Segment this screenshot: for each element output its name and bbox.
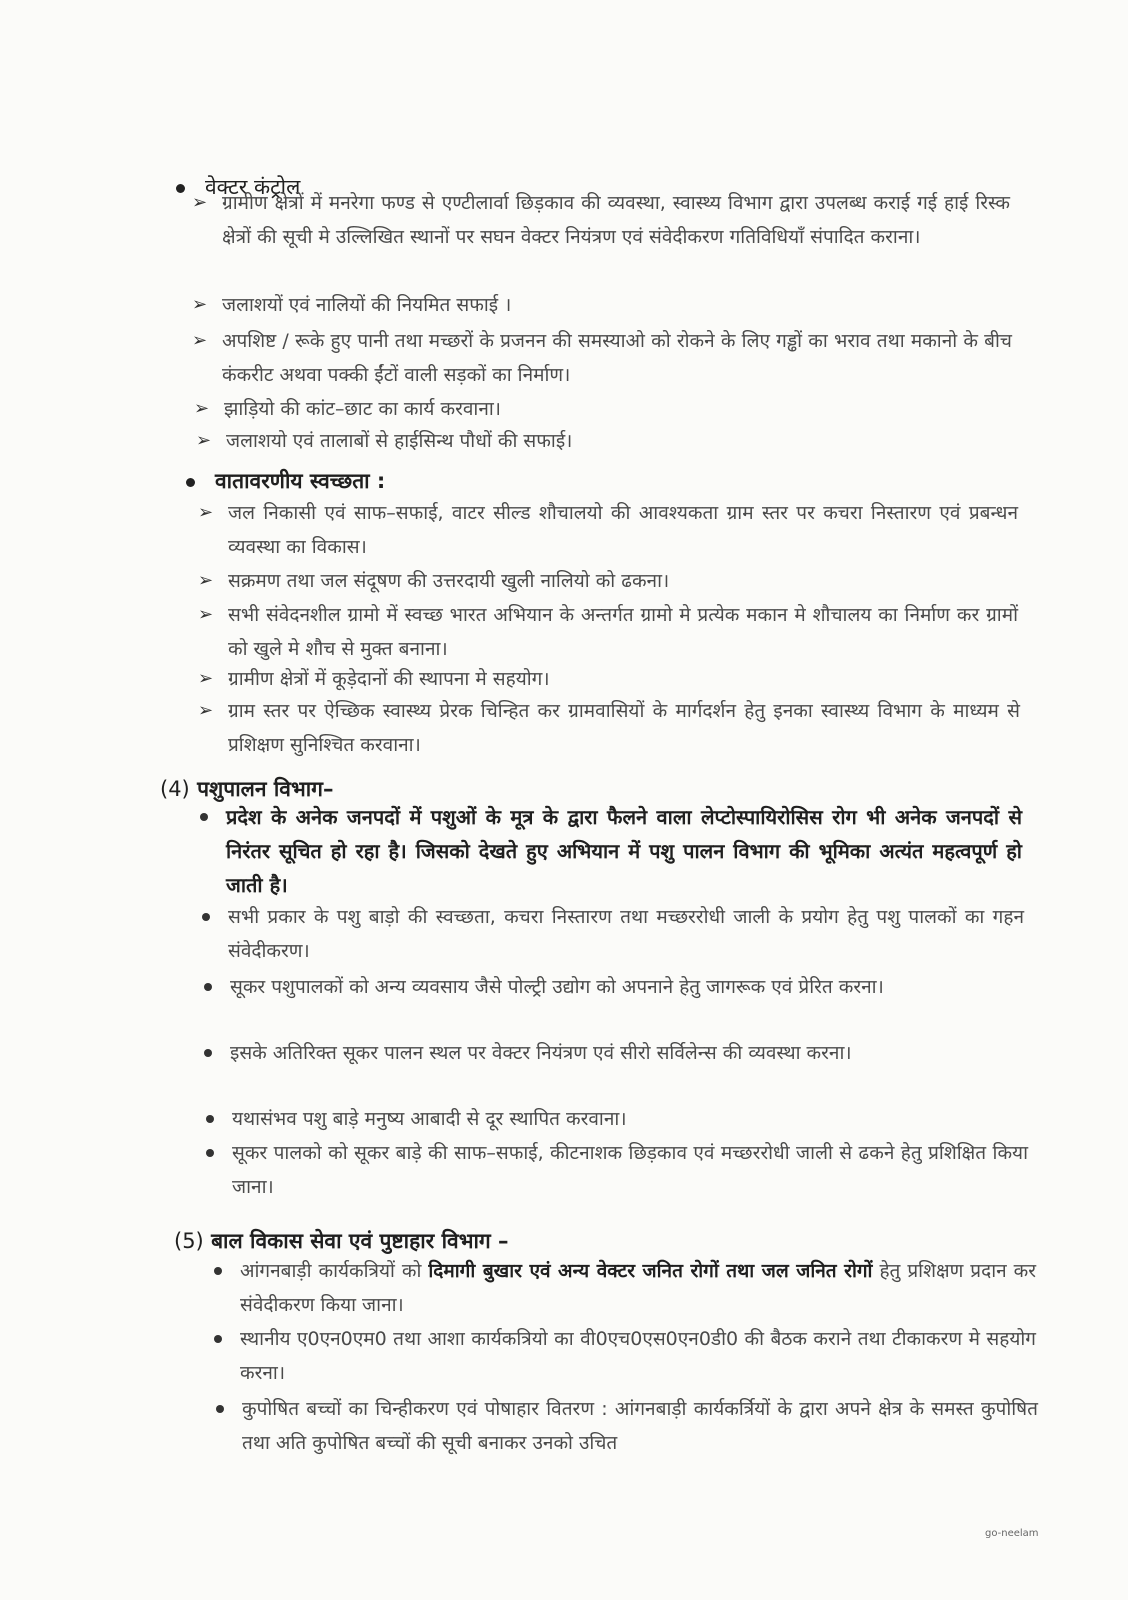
list-item: कुपोषित बच्चों का चिन्हीकरण एवं पोषाहार वितरण : आंगनबाड़ी कार्यकर्त्रियों के द्वारा अपने क्षेत्र के समस्त कुपोषित तथा अति कुपोषित बच्चों की सूची बनाकर उनको उचित (242, 1392, 1038, 1460)
bullet-icon (214, 1267, 222, 1275)
bullet-icon (204, 983, 212, 991)
arrow-bullet-icon: ➢ (192, 330, 208, 351)
list-item: सूकर पशुपालकों को अन्य व्यवसाय जैसे पोल्ट्री उद्योग को अपनाने हेतु जागरूक एवं प्रेरित करना। (230, 970, 1026, 1004)
section-heading-animal-husbandry: (4) पशुपालन विभाग– (160, 777, 334, 801)
arrow-bullet-icon: ➢ (198, 668, 214, 689)
arrow-bullet-icon: ➢ (198, 604, 214, 625)
list-item: सभी प्रकार के पशु बाड़ो की स्वच्छता, कचरा निस्तारण तथा मच्छररोधी जाली के प्रयोग हेतु पशु पालकों का गहन संवेदीकरण। (228, 900, 1024, 968)
bullet-icon (202, 913, 210, 921)
arrow-bullet-icon: ➢ (198, 570, 214, 591)
list-item: इसके अतिरिक्त सूकर पालन स्थल पर वेक्टर नियंत्रण एवं सीरो सर्विलेन्स की व्यवस्था करना। (230, 1036, 1026, 1070)
list-item: ➢ ग्राम स्तर पर ऐच्छिक स्वास्थ्य प्रेरक चिन्हित कर ग्रामवासियों के मार्गदर्शन हेतु इनका स्वास्थ्य विभाग के माध्यम से प्रशिक्षण सुनिश्चित करवाना। (228, 694, 1020, 762)
section-heading-vector-control: वेक्टर कंट्रोल (176, 172, 300, 202)
arrow-bullet-icon: ➢ (192, 192, 208, 213)
bullet-icon (216, 1405, 224, 1413)
list-item: प्रदेश के अनेक जनपदों में पशुओं के मूत्र के द्वारा फैलने वाला लेप्टोस्पायिरोसिस रोग भी अनेक जनपदों से निरंतर सूचित हो रहा है। जिसको देखते हुए अभियान में पशु पालन विभाग की भूमिका अत्यंत महत्वपूर्ण हो जाती है। (226, 800, 1022, 902)
list-item: ➢ ग्रामीण क्षेत्रों में कूड़ेदानों की स्थापना मे सहयोग। (228, 662, 1018, 696)
list-item: ➢ जलाशयों एवं नालियों की नियमित सफाई । (222, 288, 1010, 322)
list-item: यथासंभव पशु बाड़े मनुष्य आबादी से दूर स्थापित करवाना। (232, 1102, 1028, 1136)
list-item: ➢ जलाशयो एवं तालाबों से हाईसिन्थ पौधों की सफाई। (226, 424, 1014, 458)
arrow-bullet-icon: ➢ (194, 398, 210, 419)
bullet-icon (186, 478, 195, 487)
list-item: सूकर पालको को सूकर बाड़े की साफ–सफाई, कीटनाशक छिड़काव एवं मच्छररोधी जाली से ढकने हेतु प्रशिक्षित किया जाना। (232, 1136, 1028, 1204)
arrow-bullet-icon: ➢ (196, 430, 212, 451)
bullet-icon (176, 184, 185, 193)
bullet-icon (206, 1149, 214, 1157)
bullet-icon (214, 1335, 222, 1343)
list-item: ➢ ग्रामीण क्षेत्रों में मनरेगा फण्ड से एण्टीलार्वा छिड़काव की व्यवस्था, स्वास्थ्य विभाग द्वारा उपलब्ध कराई गई हाई रिस्क क्षेत्रों की सूची मे उल्लिखित स्थानों पर सघन वेक्टर नियंत्रण एवं संवेदीकरण गतिविधियॉं संपादित कराना। (222, 186, 1010, 254)
bullet-icon (206, 1115, 214, 1123)
list-item: ➢ जल निकासी एवं साफ–सफाई, वाटर सील्ड शौचालयो की आवश्यकता ग्राम स्तर पर कचरा निस्तारण एवं प्रबन्धन व्यवस्था का विकास। (228, 496, 1018, 564)
section-heading-child-development: (5) बाल विकास सेवा एवं पुष्टाहार विभाग – (174, 1229, 509, 1253)
footer-signature: go-neelam (985, 1528, 1039, 1539)
list-item: ➢ झाड़ियो की कांट–छाट का कार्य करवाना। (224, 392, 1012, 426)
list-item: आंगनबाड़ी कार्यकत्रियों को दिमागी बुखार एवं अन्य वेक्टर जनित रोगों तथा जल जनित रोगों हेतु प्रशिक्षण प्रदान कर संवेदीकरण किया जाना। (240, 1254, 1036, 1322)
arrow-bullet-icon: ➢ (198, 700, 214, 721)
bullet-icon (204, 1049, 212, 1057)
list-item: ➢ सभी संवेदनशील ग्रामो में स्वच्छ भारत अभियान के अन्तर्गत ग्रामो मे प्रत्येक मकान मे शौचालय का निर्माण कर ग्रामों को खुले मे शौच से मुक्त बनाना। (228, 598, 1018, 666)
list-item: ➢ अपशिष्ट / रूके हुए पानी तथा मच्छरों के प्रजनन की समस्याओ को रोकने के लिए गड्ढों का भराव तथा मकानो के बीच कंकरीट अथवा पक्की ईंटों वाली सड़कों का निर्माण। (222, 324, 1012, 392)
list-item: ➢ सक्रमण तथा जल संदूषण की उत्तरदायी खुली नालियो को ढकना। (228, 564, 1018, 598)
list-item: स्थानीय ए0एन0एम0 तथा आशा कार्यकत्रियो का वी0एच0एस0एन0डी0 की बैठक कराने तथा टीकाकरण मे सहयोग करना। (240, 1322, 1036, 1390)
bullet-icon (200, 813, 208, 821)
section-heading-environmental-sanitation: वातावरणीय स्वच्छता : (186, 466, 385, 496)
arrow-bullet-icon: ➢ (192, 294, 208, 315)
arrow-bullet-icon: ➢ (198, 502, 214, 523)
